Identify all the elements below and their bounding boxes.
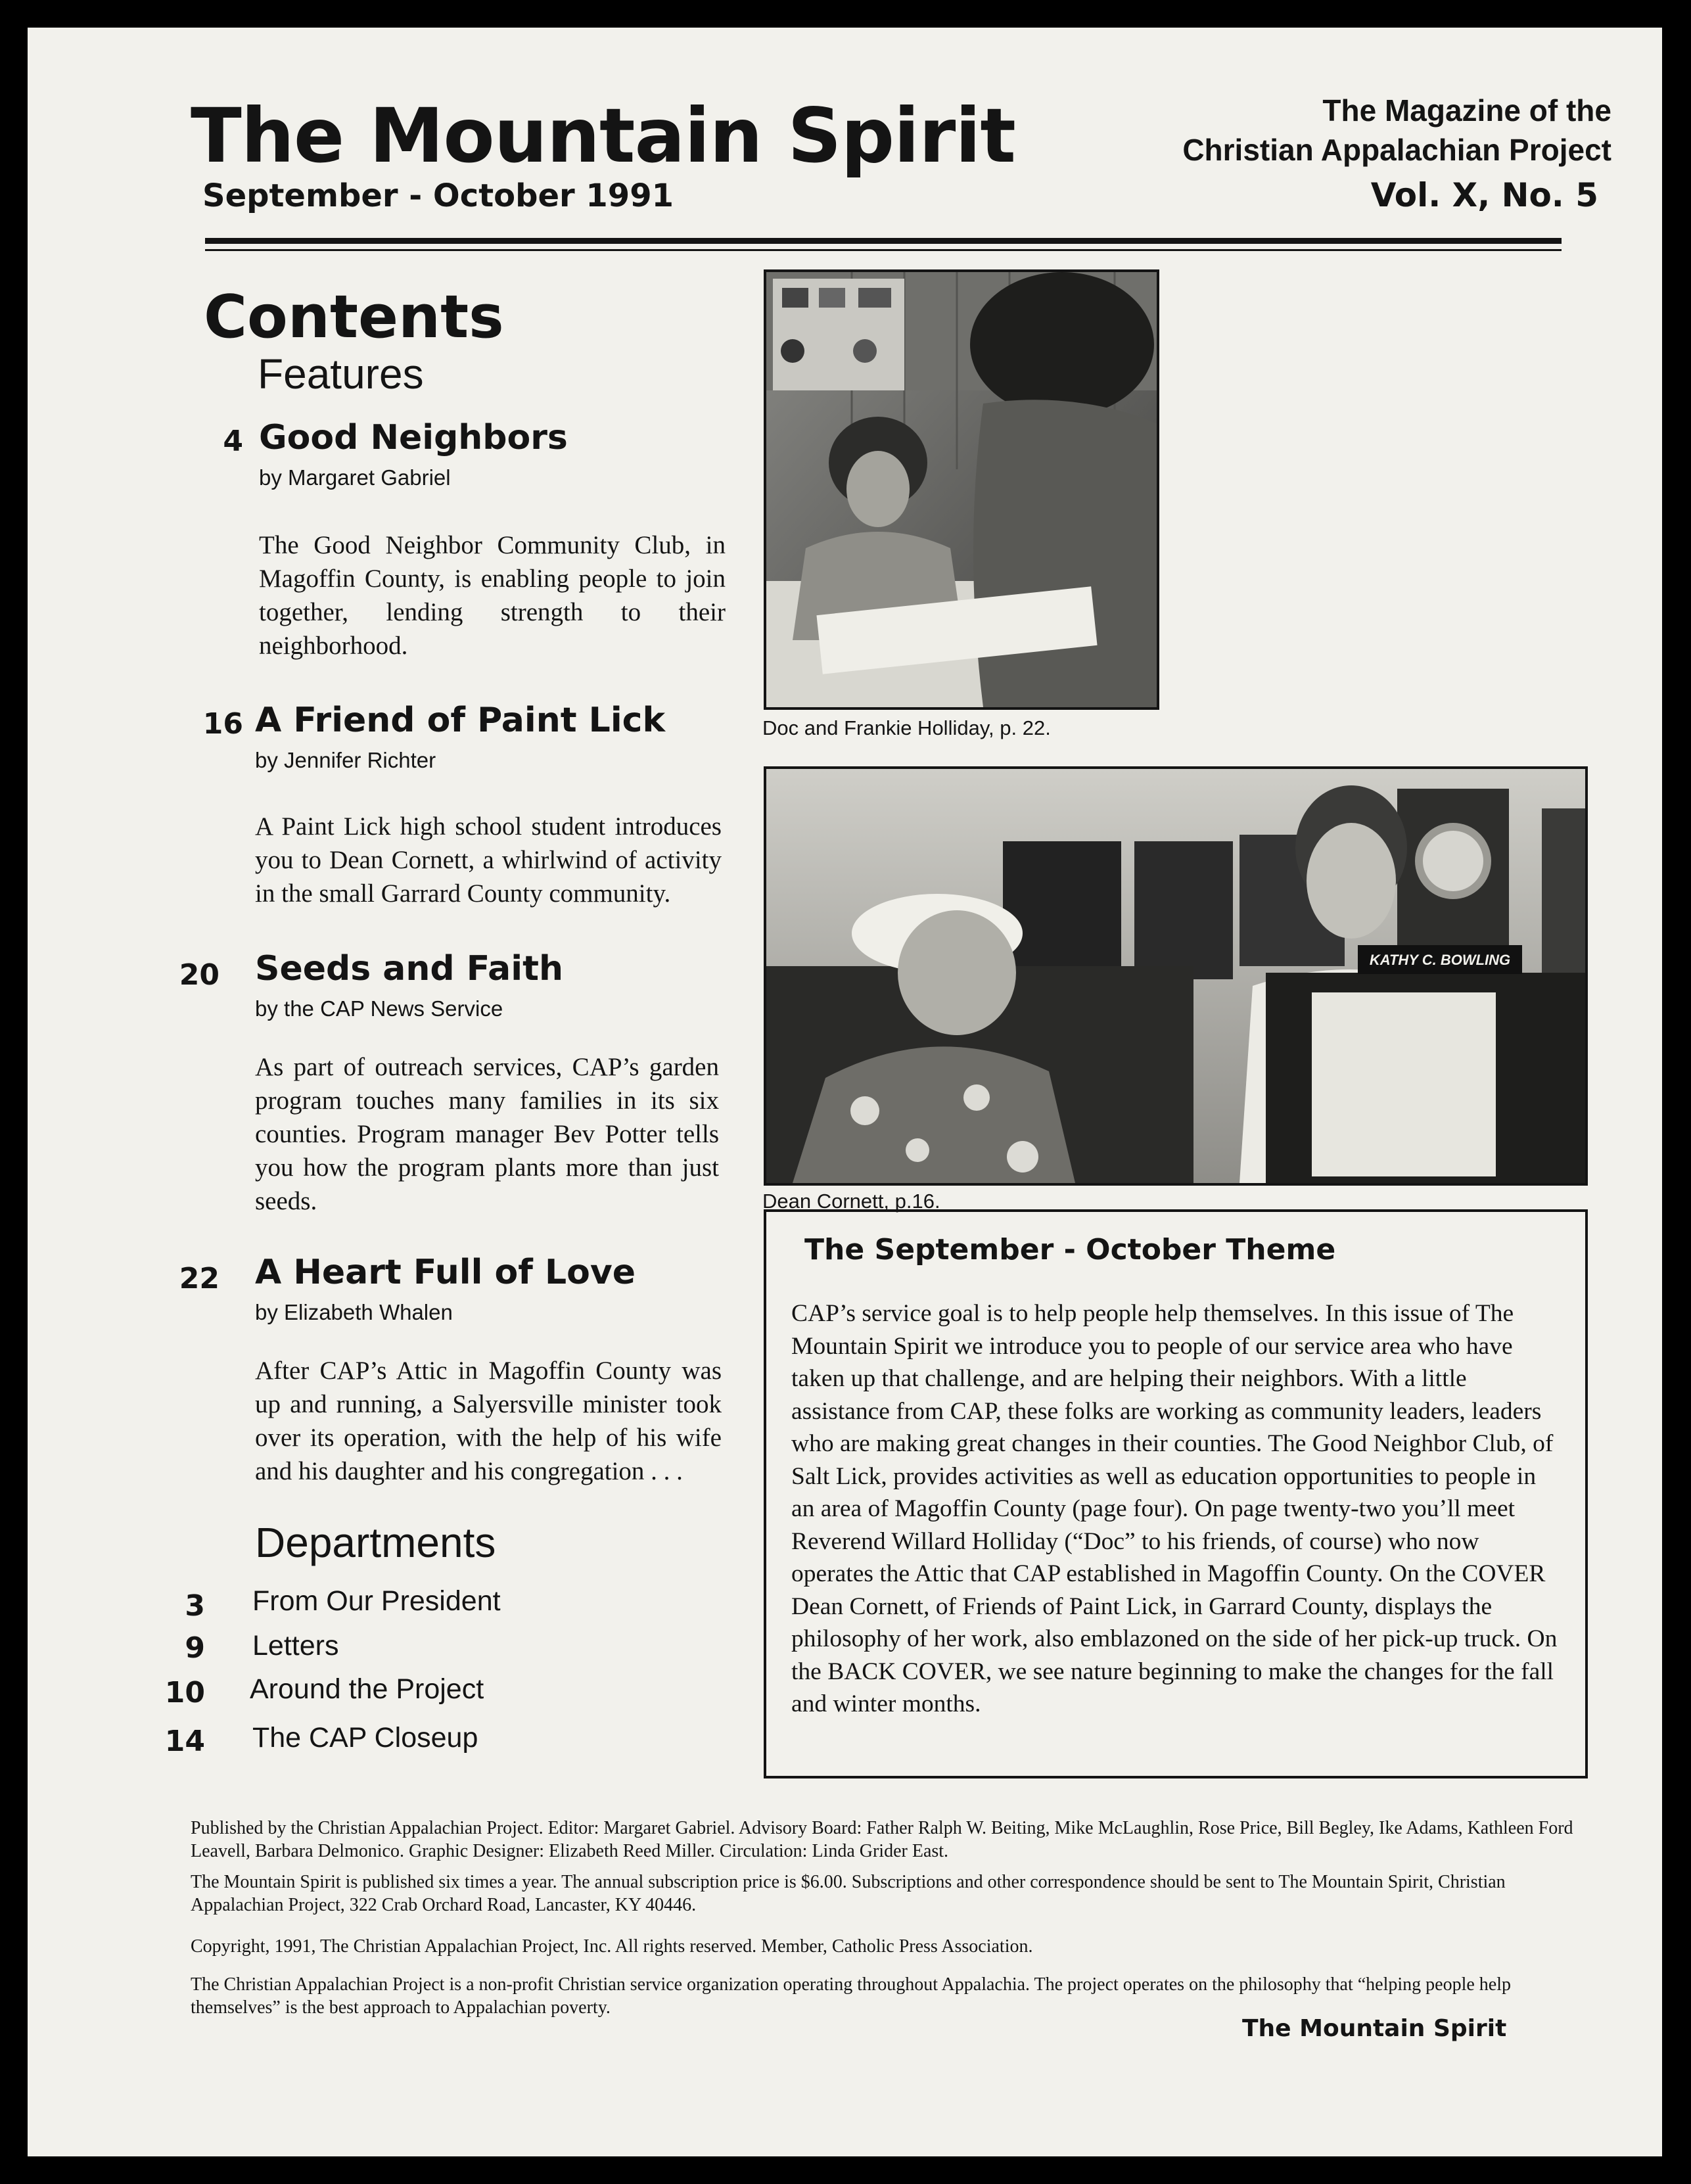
nameplate-text: KATHY C. BOWLING	[1369, 952, 1511, 968]
feature-description: As part of outreach services, CAP’s garden program touches many families in its six counties. Program manager Bev Potter tells you how the program plants more than just seeds.	[255, 1053, 719, 1215]
feature-byline: by Jennifer Richter	[255, 748, 436, 772]
feature-page-number: 22	[179, 1262, 220, 1295]
feature-description: A Paint Lick high school student introduces you to Dean Cornett, a whirlwind of activity in the small Garrard County community.	[255, 812, 722, 908]
subscription-info: The Mountain Spirit is published six times a year. The annual subscription price is $6.00. Subscriptions and other correspondence should be sent to The Mountain Spirit, Christian Appalachian Project, 322 Crab Orchard Road, Lancaster, KY 40446.	[191, 1872, 1506, 1915]
photo-1-image	[766, 272, 1157, 707]
photo-doc-and-frankie-holliday	[764, 269, 1159, 710]
feature-byline: by Elizabeth Whalen	[255, 1300, 453, 1324]
photo-dean-cornett	[764, 766, 1588, 1186]
feature-byline: by Margaret Gabriel	[259, 465, 451, 490]
feature-description: After CAP’s Attic in Magoffin County was up and running, a Salyersville minister took over its operation, with the help of his wife and his daughter and his congregation . . .	[255, 1357, 722, 1485]
department-page-number: 10	[164, 1676, 205, 1709]
magazine-tagline	[1086, 91, 1611, 170]
feature-title[interactable]: Seeds and Faith	[255, 949, 563, 988]
masthead-title: The Mountain Spirit	[191, 92, 1015, 179]
department-title[interactable]: Around the Project	[250, 1673, 484, 1705]
departments-heading: Departments	[255, 1519, 496, 1566]
magazine-page	[28, 28, 1662, 2156]
volume-number: Vol. X, No. 5	[1370, 176, 1598, 214]
photo-caption: Doc and Frankie Holliday, p. 22.	[762, 716, 1051, 739]
feature-title[interactable]: Good Neighbors	[259, 418, 568, 457]
photo-caption: Dean Cornett, p.16.	[762, 1190, 940, 1213]
department-title[interactable]: Letters	[252, 1630, 339, 1661]
feature-page-number: 4	[223, 425, 243, 458]
tagline-line-1: The Magazine of the	[1322, 93, 1611, 128]
feature-title[interactable]: A Heart Full of Love	[255, 1253, 636, 1292]
copyright-notice: Copyright, 1991, The Christian Appalachian Project, Inc. All rights reserved. Member, Catholic Press Association.	[191, 1936, 1033, 1957]
footer-signature: The Mountain Spirit	[1242, 2015, 1507, 2042]
theme-title: The September - October Theme	[804, 1233, 1336, 1266]
theme-box	[764, 1209, 1588, 1778]
publisher-credits: Published by the Christian Appalachian Project. Editor: Margaret Gabriel. Advisory Board: Father Ralph W. Beiting, Mike McLaughlin, Rose Price, Bill Begley, Ike Adams, Kathleen Ford Leavell, Barbara Delmonico. Graphic Designer: Elizabeth Reed Miller. Circulation: Linda Grider East.	[191, 1818, 1573, 1861]
department-page-number: 14	[164, 1725, 205, 1758]
contents-title: Contents	[204, 283, 504, 352]
department-page-number: 9	[185, 1631, 205, 1665]
photo-2-image	[766, 769, 1585, 1183]
features-heading: Features	[258, 350, 424, 398]
feature-page-number: 20	[179, 958, 220, 992]
issue-date: September - October 1991	[202, 177, 674, 214]
department-title[interactable]: The CAP Closeup	[252, 1722, 478, 1754]
feature-title[interactable]: A Friend of Paint Lick	[255, 701, 666, 740]
mission-statement: The Christian Appalachian Project is a non-profit Christian service organization operating throughout Appalachia. The project operates on the philosophy that “helping people help themselves” is the best approach to Appalachian poverty.	[191, 1974, 1511, 2018]
feature-description: The Good Neighbor Community Club, in Magoffin County, is enabling people to join together, lending strength to their neighborhood.	[259, 531, 726, 660]
department-page-number: 3	[185, 1589, 205, 1623]
tagline-line-2: Christian Appalachian Project	[1182, 133, 1611, 167]
feature-byline: by the CAP News Service	[255, 996, 503, 1021]
feature-page-number: 16	[202, 707, 243, 741]
masthead-rule	[205, 238, 1562, 244]
theme-body: CAP’s service goal is to help people help themselves. In this issue of The Mountain Spirit we introduce you to people of our service area who have taken up that challenge, and are helping their neighbors. With a little assistance from CAP, these folks are working as community leaders, leaders who are making great changes in their counties. The Good Neighbor Club, of Salt Lick, provides activities as well as education opportunities to people in an area of Magoffin County (page four). On page twenty-two you’ll meet Reverend Willard Holliday (“Doc” to his friends, of course) who now operates the Attic that CAP established in Magoffin County. On the COVER Dean Cornett, of Friends of Paint Lick, in Garrard County, displays the philosophy of her work, also emblazoned on the side of her pick-up truck. On the BACK COVER, we see nature beginning to make the changes for the fall and winter months.	[791, 1300, 1558, 1717]
department-title[interactable]: From Our President	[252, 1585, 501, 1617]
masthead-rule-thin	[205, 249, 1562, 251]
